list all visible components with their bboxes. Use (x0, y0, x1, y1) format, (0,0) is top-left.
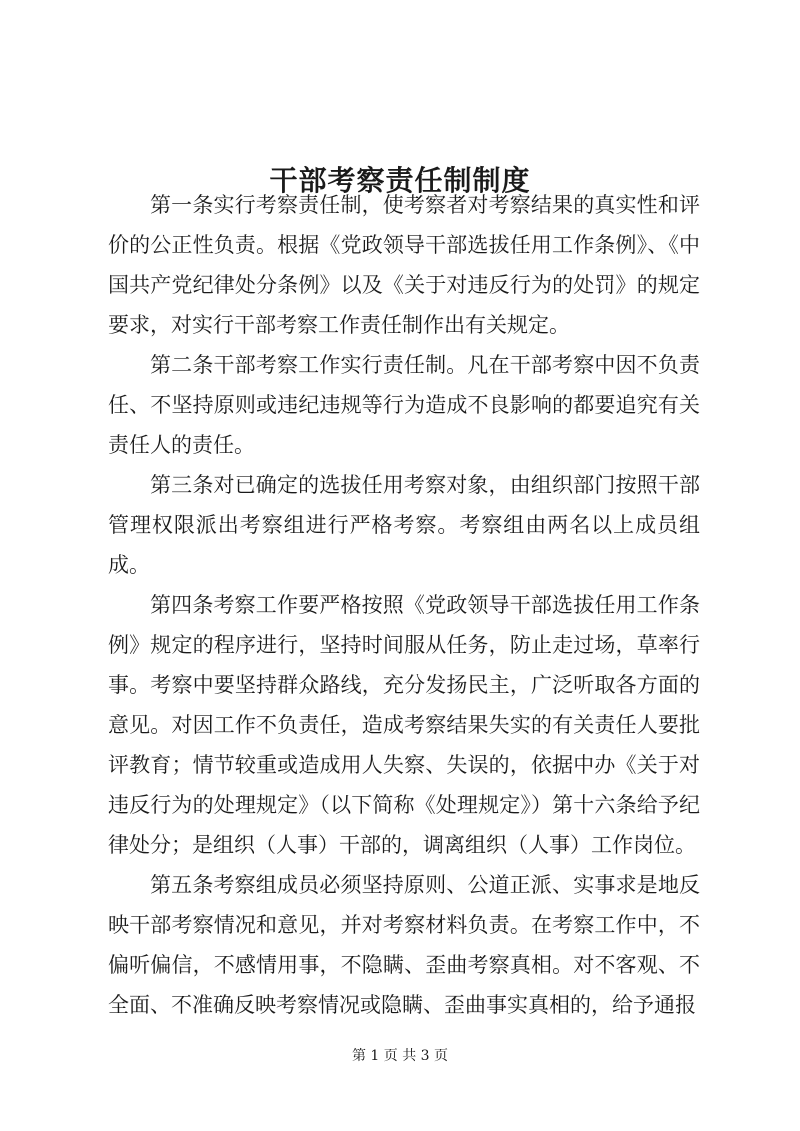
article-3-paragraph: 第三条对已确定的选拔任用考察对象，由组织部门按照干部管理权限派出考察组进行严格考察。考察组由两名以上成员组成。 (108, 473, 700, 577)
page-number-label: 第 1 页 共 3 页 (351, 1048, 449, 1064)
article-2-paragraph: 第二条干部考察工作实行责任制。凡在干部考察中因不负责任、不坚持原则或违纪违规等行为造成不良影响的都要追究有关责任人的责任。 (108, 353, 700, 457)
article-1-paragraph: 第一条实行考察责任制，使考察者对考察结果的真实性和评价的公正性负责。根据《党政领导干部选拔任用工作条例》、《中国共产党纪律处分条例》以及《关于对违反行为的处罚》的规定要求，对实行干部考察工作责任制作出有关规定。 (108, 193, 700, 337)
document-body (108, 185, 700, 1025)
document-title: 干部考察责任制制度 (269, 163, 531, 197)
article-5-paragraph: 第五条考察组成员必须坚持原则、公道正派、实事求是地反映干部考察情况和意见，并对考察材料负责。在考察工作中，不偏听偏信，不感情用事，不隐瞒、歪曲考察真相。对不客观、不全面、不准确反映考察情况或隐瞒、歪曲事实真相的，给予通报 (108, 873, 700, 1017)
article-4-paragraph: 第四条考察工作要严格按照《党政领导干部选拔任用工作条例》规定的程序进行，坚持时间服从任务，防止走过场，草率行事。考察中要坚持群众路线，充分发扬民主，广泛听取各方面的意见。对因工作不负责任，造成考察结果失实的有关责任人要批评教育；情节较重或造成用人失察、失误的，依据中办《关于对违反行为的处理规定》（以下简称《处理规定》）第十六条给予纪律处分；是组织（人事）干部的，调离组织（人事）工作岗位。 (108, 593, 700, 857)
page-footer (0, 1046, 800, 1066)
